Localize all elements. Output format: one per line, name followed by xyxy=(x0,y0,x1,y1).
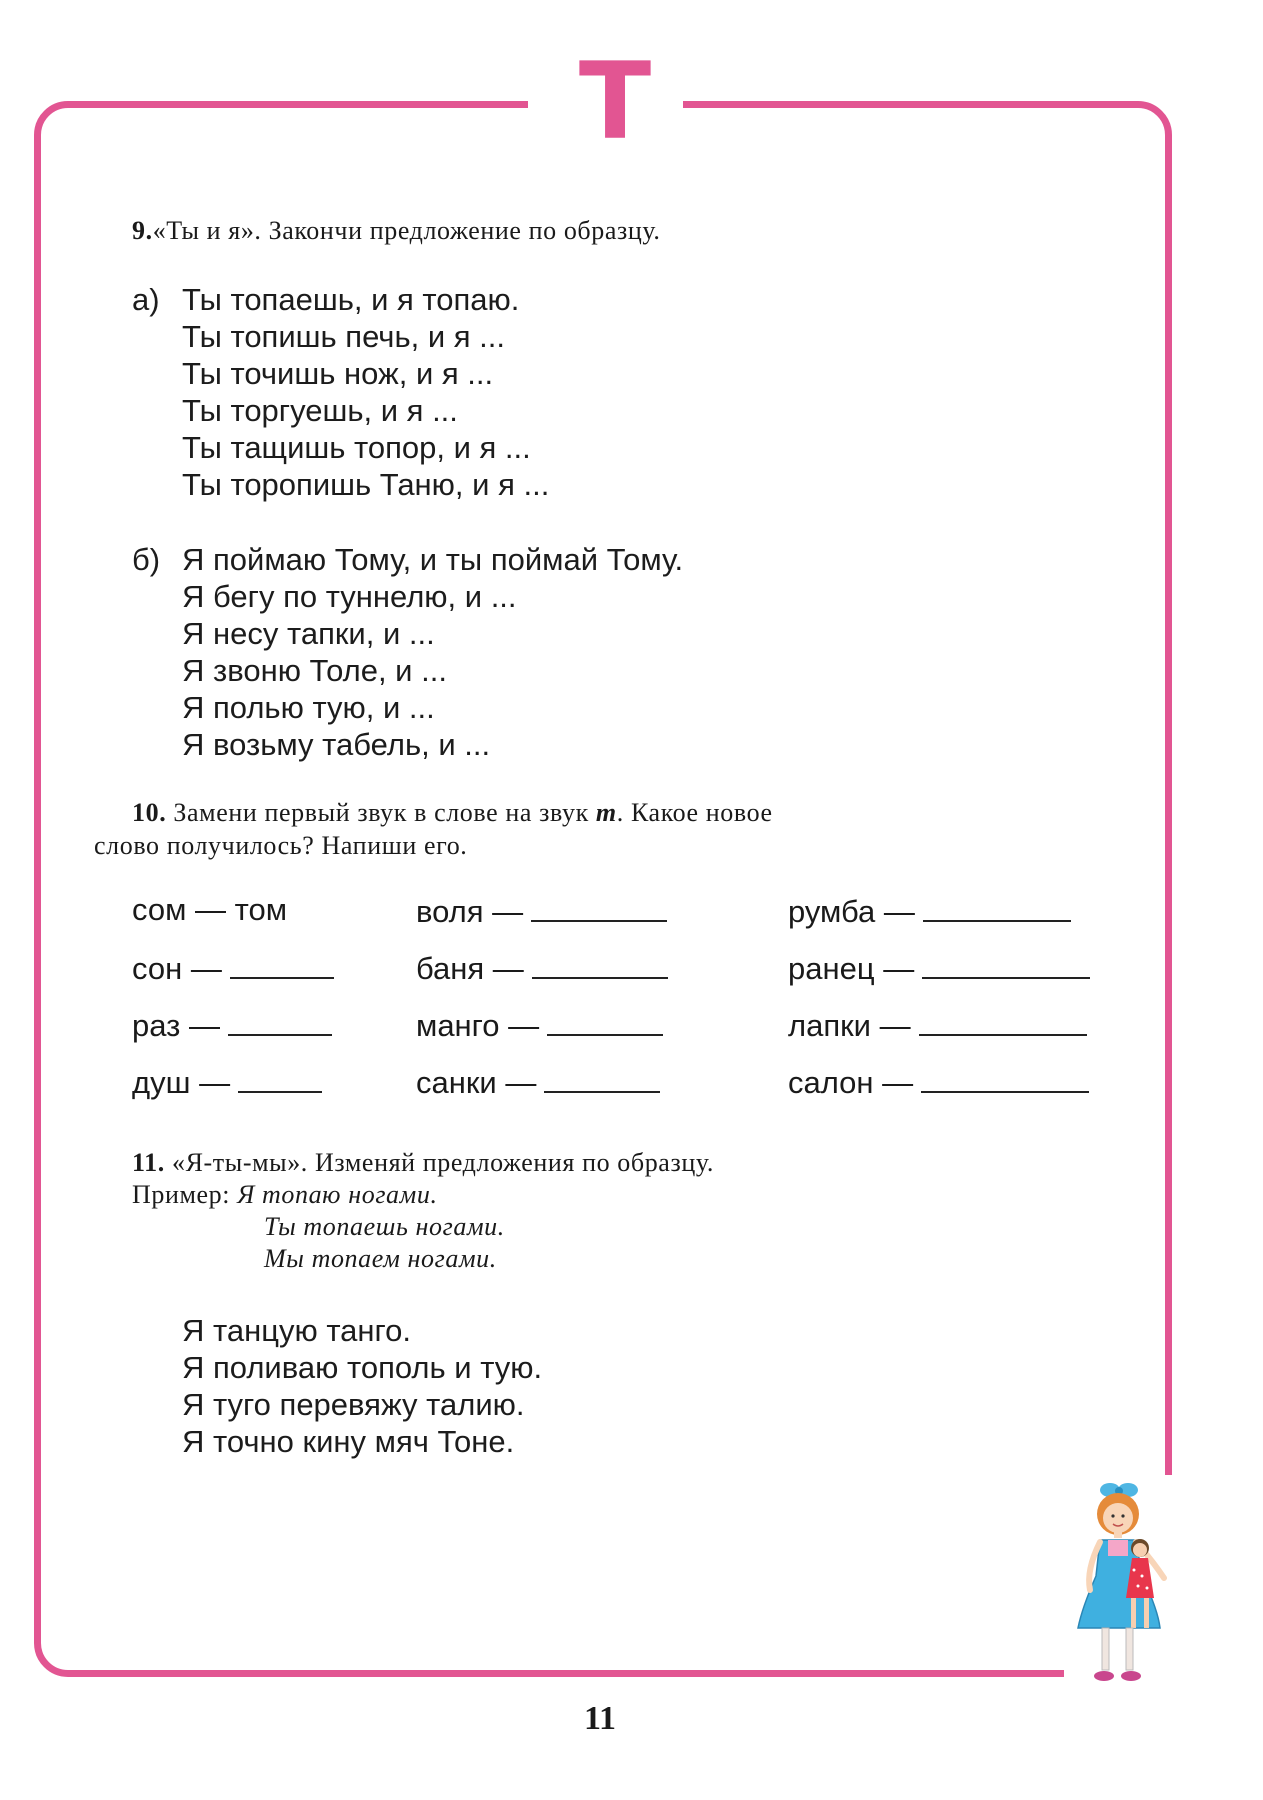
answer-blank[interactable] xyxy=(547,1004,663,1036)
list-item: Я точно кину мяч Тоне. xyxy=(182,1424,515,1459)
word-pair: воля — xyxy=(416,890,667,932)
example-label: Пример: xyxy=(132,1180,231,1209)
list-item: Я туго перевяжу талию. xyxy=(182,1387,525,1422)
answer-blank[interactable] xyxy=(544,1061,660,1093)
example-line-1: Пример: Я топаю ногами. xyxy=(132,1180,438,1209)
task-11-title: «Я-ты-мы». Изменяй предложения по образцу. xyxy=(171,1148,714,1177)
answer-blank[interactable] xyxy=(532,947,668,979)
answer-blank[interactable] xyxy=(531,890,667,922)
answer-blank[interactable] xyxy=(921,1061,1089,1093)
answer-blank[interactable] xyxy=(238,1061,322,1093)
word-pair: лапки — xyxy=(788,1004,1087,1046)
girl-with-doll-illustration xyxy=(1068,1480,1188,1690)
section-letter: Т xyxy=(578,40,652,163)
word-pair: румба — xyxy=(788,890,1071,932)
task-10-heading-line2: слово получилось? Напиши его. xyxy=(94,831,468,860)
task-11-number: 11. xyxy=(132,1148,165,1177)
part-b-marker: б) xyxy=(132,542,161,577)
word-pair: баня — xyxy=(416,947,668,989)
page-number: 11 xyxy=(583,1700,617,1737)
answer-blank[interactable] xyxy=(228,1004,332,1036)
task-11-sentences xyxy=(182,1312,542,1460)
word-pair: сом — том xyxy=(132,892,288,927)
word-pair: санки — xyxy=(416,1061,660,1103)
word-pair: ранец — xyxy=(788,947,1090,989)
task-10-sound: т xyxy=(595,798,617,827)
task-11-heading xyxy=(132,1146,714,1179)
answer-blank[interactable] xyxy=(923,890,1071,922)
word-pair: манго — xyxy=(416,1004,663,1046)
list-item: Я танцую танго. xyxy=(182,1313,412,1348)
task-10-number: 10. xyxy=(132,798,167,827)
word-pair: раз — xyxy=(132,1004,332,1046)
word-pair: салон — xyxy=(788,1061,1089,1103)
task-9-title: «Ты и я». Закончи предложение по образцу. xyxy=(152,216,661,245)
task-9-number: 9. xyxy=(132,216,153,245)
answer-blank[interactable] xyxy=(922,947,1090,979)
part-a-marker: а) xyxy=(132,282,160,317)
example-line-2: Ты топаешь ногами. xyxy=(264,1212,505,1241)
word-grid xyxy=(132,890,1132,1130)
answer-blank[interactable] xyxy=(919,1004,1087,1036)
task-10-heading: 10. Замени первый звук в слове на звук т. Какое новое xyxy=(132,798,773,827)
word-pair: душ — xyxy=(132,1061,322,1103)
word-pair: сон — xyxy=(132,947,334,989)
answer-blank[interactable] xyxy=(230,947,334,979)
task-9-heading xyxy=(132,214,660,247)
list-item: Я поливаю тополь и тую. xyxy=(182,1350,543,1385)
example-line-3: Мы топаем ногами. xyxy=(264,1244,497,1273)
